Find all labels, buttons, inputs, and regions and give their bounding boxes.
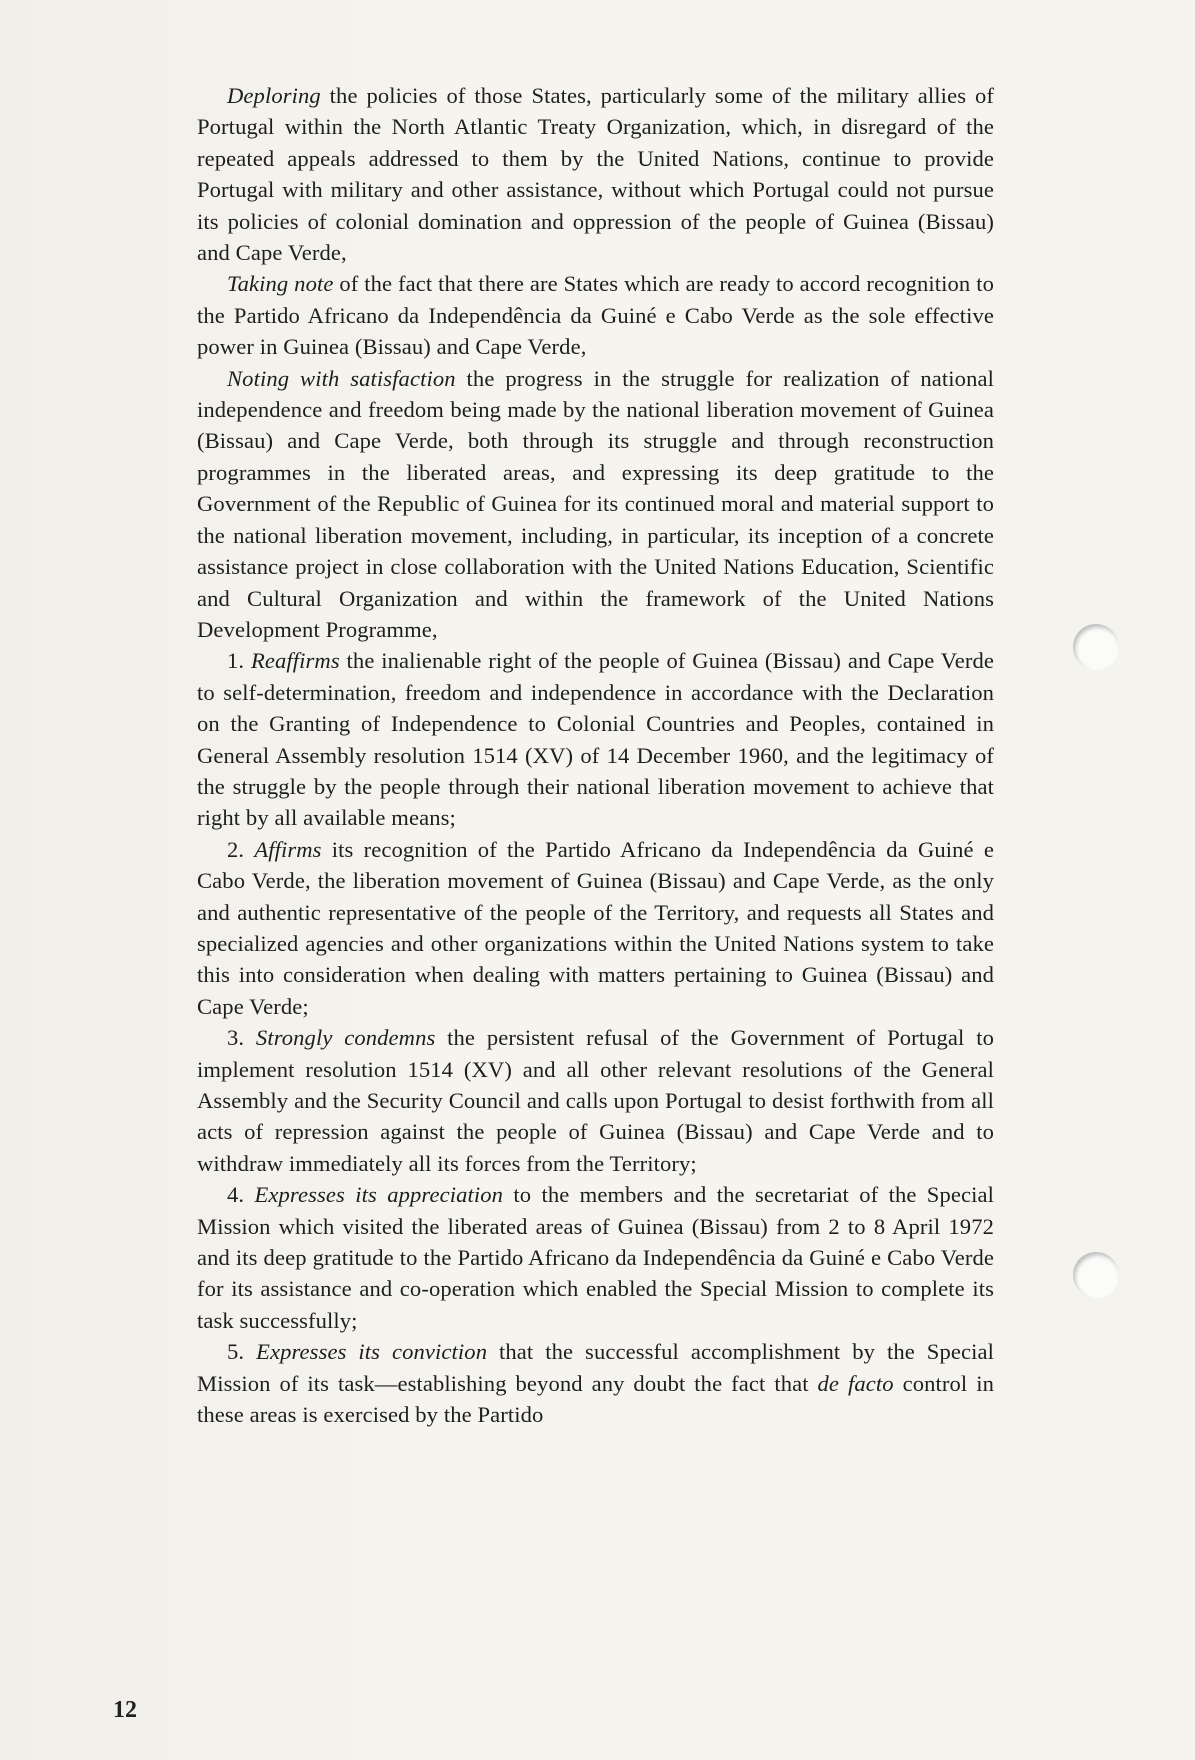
paragraph-text: the inalienable right of the people of Guinea (Bissau) and Cape Verde to self-determination, freedom and independence in accordance with the Declaration on the Granting of Independence to Colonial Countries and Peoples, contained in General Assembly resolution 1514 (XV) of 14 December 1960, and the legitimacy of the struggle by the people through their national liberation movement to achieve that right by all available means; — [197, 648, 994, 831]
lead-italic: Taking note — [227, 271, 334, 297]
paragraph-text: to the members and the secretariat of the Special Mission which visited the liberated areas of Guinea (Bissau) from 2 to 8 April 1972 and its deep gratitude to the Partido Africano da Independência da Guiné e Cabo Verde for its assistance and co-operation which enabled the Special Mission to complete its task successfully; — [197, 1182, 995, 1333]
resolution-text — [197, 80, 994, 1430]
operative-paragraph-2 — [197, 834, 994, 1022]
paragraph-number: 3. — [227, 1025, 256, 1051]
paragraph-tail: control in these areas is exercised by the Partido — [197, 1370, 994, 1428]
operative-paragraph-5 — [197, 1336, 994, 1430]
preamble-paragraph-taking-note — [197, 268, 994, 362]
mid-italic: de facto — [817, 1370, 894, 1396]
paragraph-number: 4. — [227, 1182, 255, 1208]
paragraph-text: of the fact that there are States which are ready to accord recognition to the Partido Africano da Independência da Guiné e Cabo Verde as the sole effective power in Guinea (Bissau) and Cape Verde, — [197, 271, 994, 360]
paragraph-text: that the successful accomplishment by the Special Mission of its task—establishing beyond any doubt the fact that — [197, 1339, 994, 1396]
operative-paragraph-4 — [197, 1179, 994, 1336]
punch-hole — [1073, 624, 1119, 670]
paragraph-text: the persistent refusal of the Government of Portugal to implement resolution 1514 (XV) and all other relevant resolutions of the General Assembly and the Security Council and calls upon Portugal to desist forthwith from all acts of repression against the people of Guinea (Bissau) and Cape Verde and to withdraw immediately all its forces from the Territory; — [197, 1025, 994, 1176]
paragraph-text: the progress in the struggle for realization of national independence and freedom being made by the national liberation movement of Guinea (Bissau) and Cape Verde, both through its struggle and through reconstruction programmes in the liberated areas, and expressing its deep gratitude to the Government of the Republic of Guinea for its continued moral and material support to the national liberation movement, including, in particular, its inception of a concrete assistance project in close collaboration with the United Nations Education, Scientific and Cultural Organization and within the framework of the United Nations Development Programme, — [197, 365, 994, 642]
lead-italic: Affirms — [254, 836, 322, 862]
paragraph-number: 1. — [227, 648, 251, 674]
paragraph-text: the policies of those States, particularly some of the military allies of Portugal within the North Atlantic Treaty Organization, which, in disregard of the repeated appeals addressed to them by the United Nations, continue to provide Portugal with military and other assistance, without which Portugal could not pursue its policies of colonial domination and oppression of the people of Guinea (Bissau) and Cape Verde, — [197, 83, 994, 266]
lead-italic: Noting with satisfaction — [227, 365, 456, 391]
lead-italic: Expresses its appreciation — [254, 1182, 504, 1208]
paragraph-text: its recognition of the Partido Africano da Independência da Guiné e Cabo Verde, the liberation movement of Guinea (Bissau) and Cape Verde, as the only and authentic representative of the people of the Territory, and requests all States and specialized agencies and other organizations within the United Nations system to take this into consideration when dealing with matters pertaining to Guinea (Bissau) and Cape Verde; — [197, 836, 994, 1019]
page-number: 12 — [113, 1697, 137, 1723]
lead-italic: Strongly condemns — [255, 1025, 436, 1051]
preamble-paragraph-noting — [197, 363, 994, 646]
lead-italic: Reaffirms — [250, 648, 340, 674]
operative-paragraph-1 — [197, 645, 994, 833]
punch-hole — [1073, 1252, 1119, 1298]
operative-paragraph-3 — [197, 1022, 994, 1179]
lead-italic: Deploring — [227, 83, 321, 108]
paragraph-number: 5. — [227, 1339, 257, 1365]
paragraph-number: 2. — [227, 836, 255, 862]
lead-italic: Expresses its conviction — [256, 1339, 488, 1365]
preamble-paragraph-deploring — [197, 80, 994, 268]
